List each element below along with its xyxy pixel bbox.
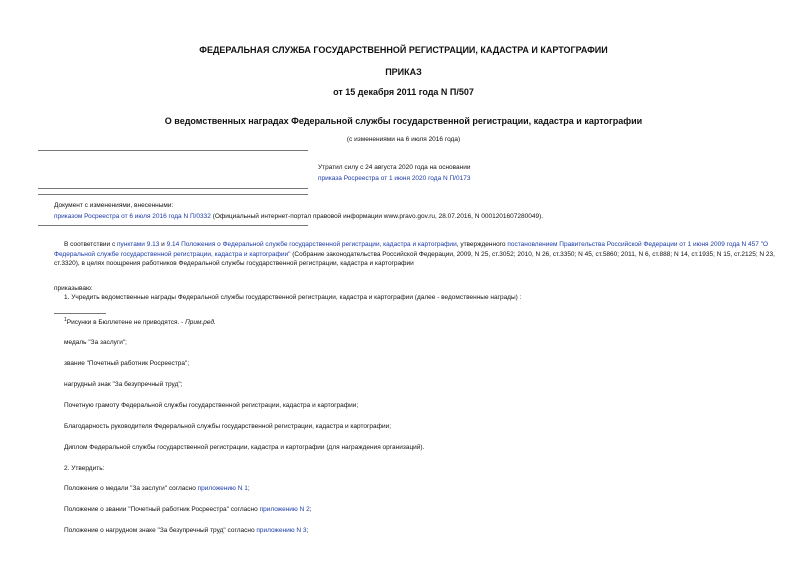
appendix-1-link[interactable]: приложению N 1 — [197, 485, 248, 492]
approval-end: ; — [309, 506, 312, 513]
divider — [38, 150, 308, 151]
doc-date: от 15 декабря 2011 года N П/507 — [333, 87, 474, 97]
footnote-marker: 1 — [64, 317, 67, 323]
approval-item — [64, 484, 250, 494]
preamble-text: и — [159, 241, 167, 248]
preamble-text: , утвержденного — [456, 241, 508, 248]
preamble-text: В соответствии с — [64, 241, 118, 248]
footnote-text: Рисунки в Бюллетене не приводятся. - — [66, 319, 186, 327]
divider — [38, 225, 308, 226]
approval-item — [64, 526, 308, 536]
award-item: Диплом Федеральной службы государственной регистрации, кадастра и картографии (для награждения организаций). — [64, 444, 425, 451]
agency-name: ФЕДЕРАЛЬНАЯ СЛУЖБА ГОСУДАРСТВЕННОЙ РЕГИСТРАЦИИ, КАДАСТРА И КАРТОГРАФИИ — [199, 45, 608, 55]
approval-end: ; — [247, 485, 250, 492]
approval-text: Положение о медали "За заслуги" согласно — [64, 485, 198, 492]
item-1: 1. Учредить ведомственные награды Федеральной службы государственной регистрации, кадастра и картографии (далее - ведомственные награды) : — [64, 294, 522, 301]
clause-9-13-link[interactable]: пунктами 9.13 — [117, 241, 160, 248]
footnote-italic: Прим.ред. — [185, 319, 216, 327]
changes-note: (с изменениями на 6 июля 2016 года) — [346, 136, 461, 143]
footnote — [64, 315, 216, 328]
approval-item — [64, 505, 312, 515]
approval-text: Положение о нагрудном знаке "За безупречный труд" согласно — [64, 527, 257, 534]
appendix-3-link[interactable]: приложению N 3 — [256, 527, 307, 534]
clause-9-14-link[interactable]: 9.14 Положения о Федеральной службе государственной регистрации, кадастра и картографии — [166, 241, 457, 248]
preamble-paragraph — [54, 240, 776, 269]
repeal-order-link[interactable]: приказа Росреестра от 1 июня 2020 года N П/0173 — [318, 175, 471, 182]
amending-order-link[interactable]: приказом Росреестра от 6 июля 2016 года N П/0332 — [54, 213, 211, 220]
approval-text: Положение о звании "Почетный работник Росреестра" согласно — [64, 506, 260, 513]
footnote-divider — [54, 313, 106, 314]
award-item: медаль "За заслуги"; — [64, 339, 127, 346]
amendments-line — [54, 212, 543, 222]
award-item: нагрудный знак "За безупречный труд"; — [64, 381, 183, 388]
award-item: Почетную грамоту Федеральной службы государственной регистрации, кадастра и картографии; — [64, 402, 359, 409]
order-word: приказываю: — [54, 285, 93, 292]
approval-end: ; — [306, 527, 309, 534]
amendments-label: Документ с изменениями, внесенными: — [54, 202, 174, 209]
preamble-text: (Собрание законодательства Российской Федерации, 2009, N 25, ст.3052; 2010, N 26, ст.3350; N 45, ст.5860; 2011, N 6, ст.888; N 14, ст.1935; N 15, ст.2125; N 23, ст.3320), в целях поощрения работников Федеральной службы государственной регистрации, кадастра и картографии — [54, 250, 775, 267]
government-decree-link[interactable]: постановлением Правительства Российской Федерации от 1 июня 2009 года N 457 "О Федеральной службе государственной регистрации, кадастра и картографии" — [54, 241, 769, 258]
award-item: звание "Почетный работник Росреестра"; — [64, 360, 190, 367]
amendments-source: (Официальный интернет-портал правовой информации www.pravo.gov.ru, 28.07.2016, N 0001201607280049). — [210, 213, 544, 220]
item-2: 2. Утвердить: — [64, 465, 105, 472]
doc-type: ПРИКАЗ — [385, 67, 422, 77]
award-item: Благодарность руководителя Федеральной службы государственной регистрации, кадастра и картографии; — [64, 423, 392, 430]
status-line: Утратил силу с 24 августа 2020 года на основании — [318, 164, 471, 171]
page-title: О ведомственных наградах Федеральной службы государственной регистрации, кадастра и картографии — [164, 116, 643, 126]
divider — [38, 194, 308, 195]
divider — [38, 188, 308, 189]
appendix-2-link[interactable]: приложению N 2 — [259, 506, 310, 513]
